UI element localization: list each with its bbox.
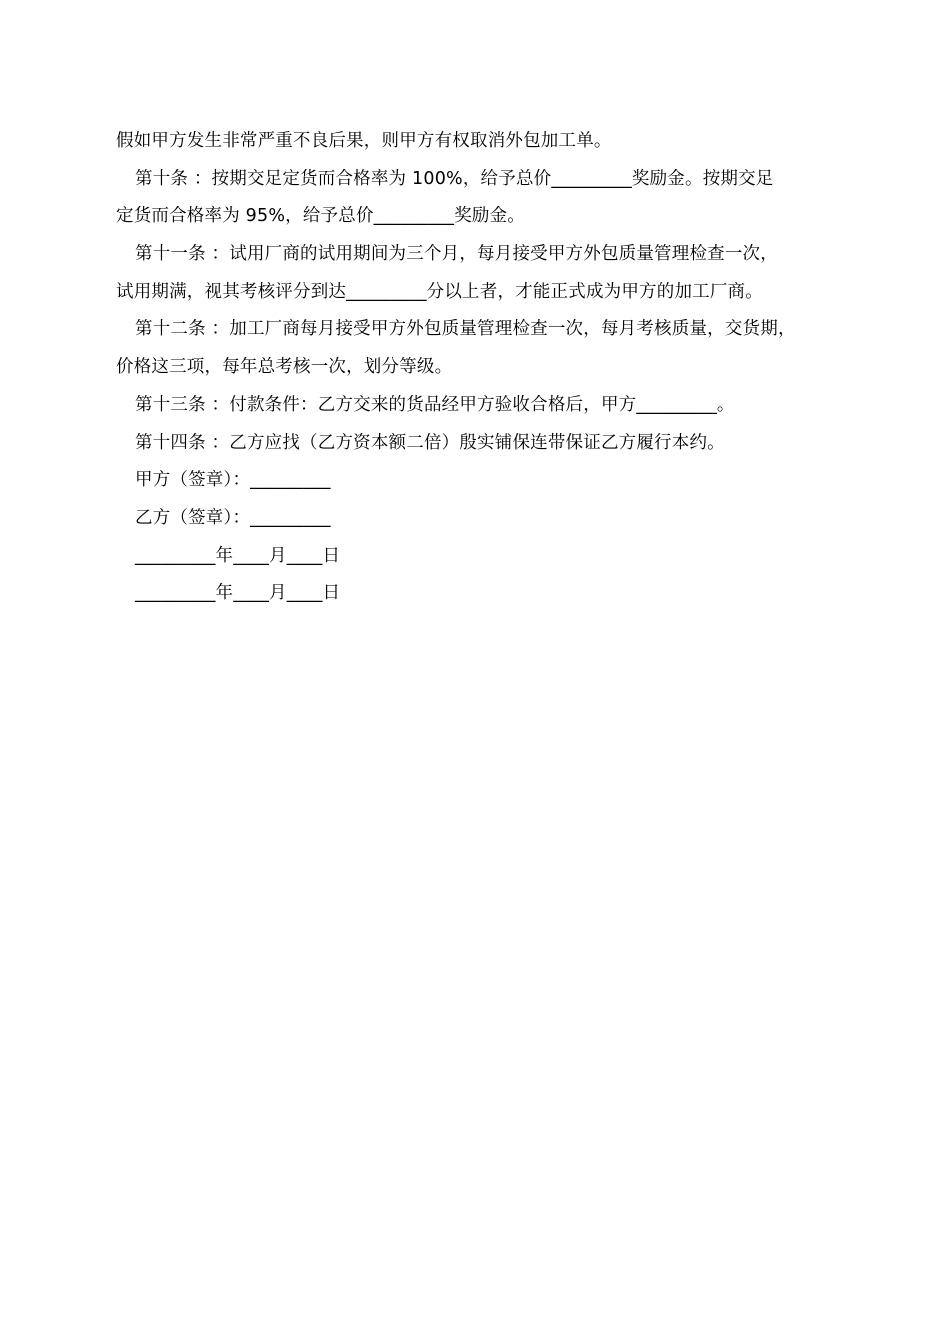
date-line-2: _________年____月____日: [135, 583, 341, 604]
party-a-signature: 甲方（签章）：_________: [135, 470, 331, 491]
article-13-line: 第十三条 ：付款条件：乙方交来的货品经甲方验收合格后，甲方_________。: [135, 394, 735, 415]
date-line-1: _________年____月____日: [135, 545, 341, 566]
article-12-line: 第十二条 ：加工厂商每月接受甲方外包质量管理检查一次，每月考核质量，交货期，: [135, 319, 796, 340]
party-b-signature: 乙方（签章）：_________: [135, 507, 331, 528]
document-body: [116, 123, 840, 613]
article-11-line: 第十一条 ：试用厂商的试用期间为三个月，每月接受甲方外包质量管理检查一次，: [135, 244, 778, 265]
article-14-line: 第十四条 ：乙方应找（乙方资本额二倍）殷实铺保连带保证乙方履行本约。: [135, 432, 725, 453]
article-12-continuation: 价格这三项，每年总考核一次，划分等级。: [116, 357, 453, 378]
article-10-continuation: 定货而合格率为 95%，给予总价_________奖励金。: [116, 206, 526, 227]
paragraph-line: 假如甲方发生非常严重不良后果，则甲方有权取消外包加工单。: [116, 131, 612, 151]
article-11-continuation: 试用期满，视其考核评分到达_________分以上者，才能正式成为甲方的加工厂商。: [116, 281, 763, 302]
article-10-line: 第十条 ：按期交足定货而合格率为 100%，给予总价_________奖励金。按期交足: [135, 168, 774, 189]
